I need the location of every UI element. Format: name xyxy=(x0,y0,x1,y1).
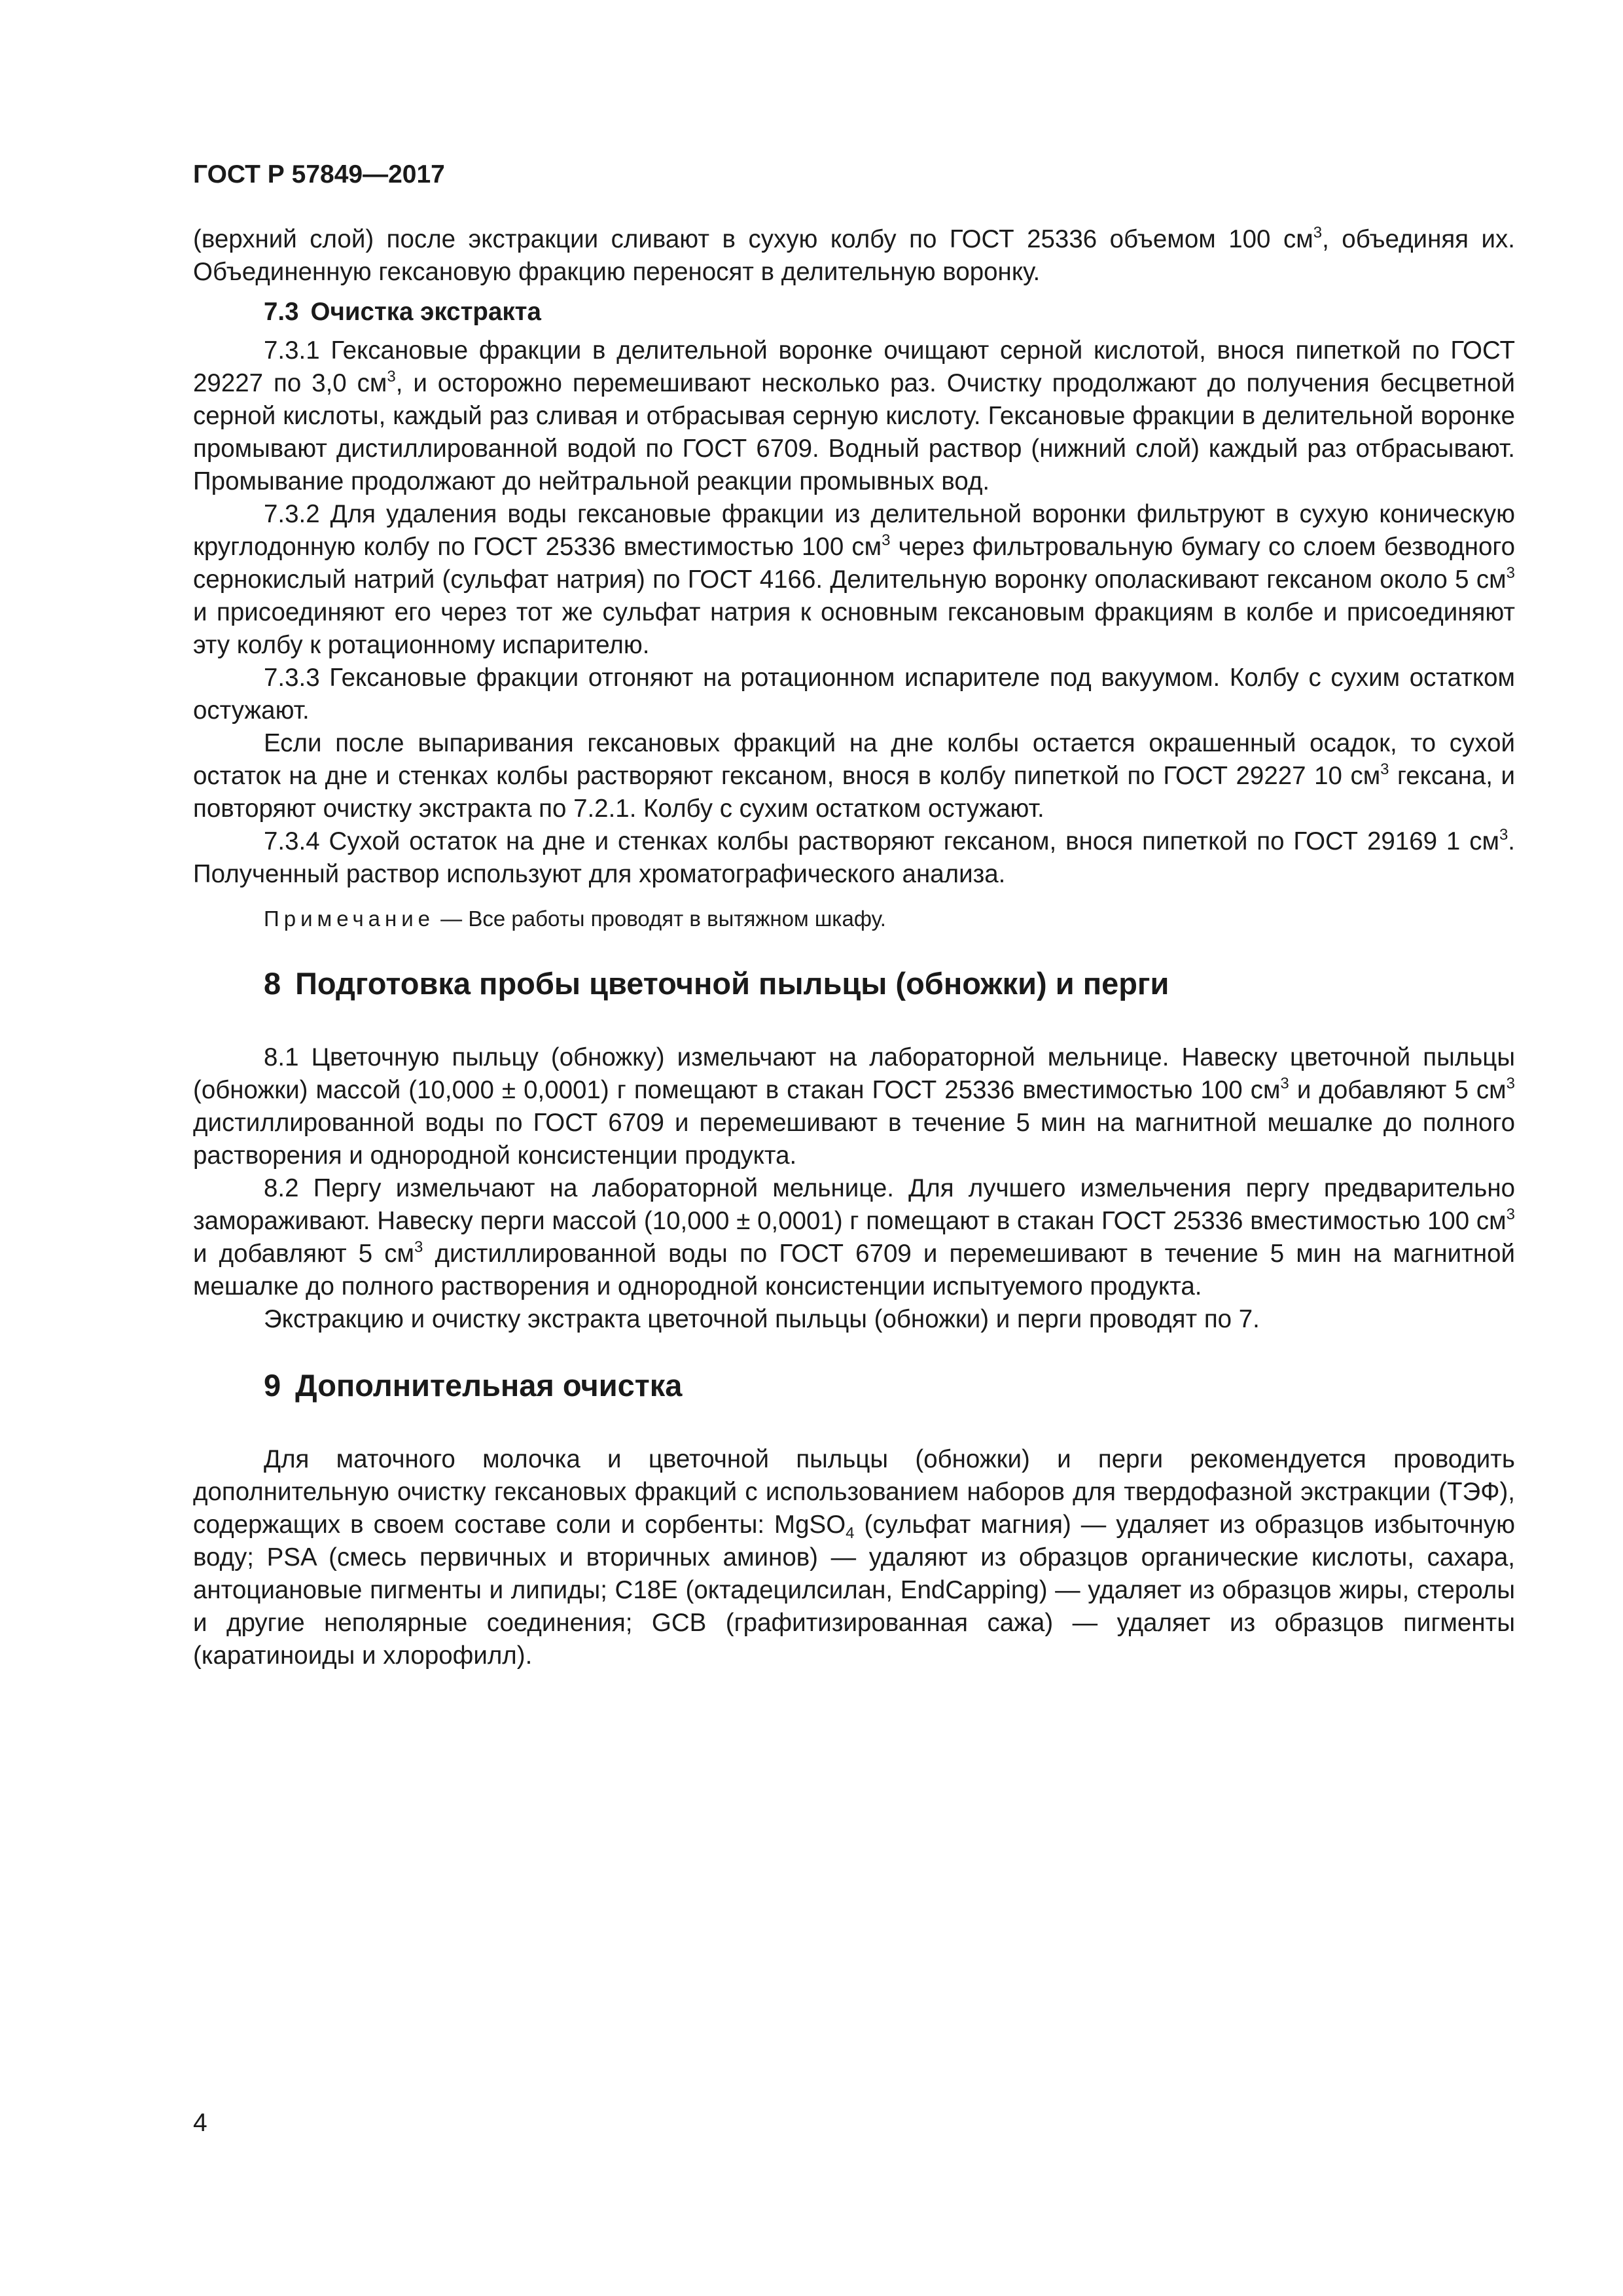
paragraph-7-3-3-extra: Если после выпаривания гексановых фракций на дне колбы остается окрашенный осадок, то сухой остаток на дне и стенках колбы растворяют гексаном, внося в колбу пипеткой по ГОСТ 29227 10 $см^3$ гексана, и повторяют очистку экстракта по 7.2.1. Колбу с сухим остатком остужают. xyxy=(193,729,1515,823)
document-page xyxy=(193,160,1515,1672)
document-id-header: ГОСТ Р 57849—2017 xyxy=(193,160,445,188)
page-number: 4 xyxy=(193,2109,207,2137)
paragraph-7-3-3: 7.3.3 Гексановые фракции отгоняют на ротационном испарителе под вакуумом. Колбу с сухим остатком остужают. xyxy=(193,664,1515,725)
note: Примечание — Все работы проводят в вытяжном шкафу. xyxy=(264,906,886,931)
paragraph-continuation: (верхний слой) после экстракции сливают в сухую колбу по ГОСТ 25336 объемом 100 $см^3$, объединяя их. Объединенную гексановую фракцию переносят в делительную воронку. xyxy=(193,224,1515,286)
paragraph-7-3-2: 7.3.2 Для удаления воды гексановые фракции из делительной воронки фильтруют в сухую коническую круглодонную колбу по ГОСТ 25336 вместимостью 100 $см^3$ через фильтровальную бумагу со слоем безводного сернокислый натрий (сульфат натрия) по ГОСТ 4166. Делительную воронку ополаскивают гексаном около 5 $см^3$ и присоединяют его через тот же сульфат натрия к основным гексановым фракциям в колбе и присоединяют эту колбу к ротационному испарителю. xyxy=(193,500,1515,659)
paragraph-8-3: Экстракцию и очистку экстракта цветочной пыльцы (обножки) и перги проводят по 7. xyxy=(264,1305,1260,1333)
note-label: Примечание xyxy=(264,906,435,931)
paragraph-7-3-1: 7.3.1 Гексановые фракции в делительной воронке очищают серной кислотой, внося пипеткой по ГОСТ 29227 по 3,0 $см^3$, и осторожно перемешивают несколько раз. Очистку продолжают до получения бесцветной серной кислоты, каждый раз сливая и отбрасывая серную кислоту. Гексановые фракции в делительной воронке промывают дистиллированной водой по ГОСТ 6709. Водный раствор (нижний слой) каждый раз отбрасывают. Промывание продолжают до нейтральной реакции промывных вод. xyxy=(193,336,1516,495)
section-heading-7-3: 7.3 Очистка экстракта xyxy=(264,298,541,326)
paragraph-8-1: 8.1 Цветочную пыльцу (обножку) измельчают на лабораторной мельнице. Навеску цветочной пыльцы (обножки) массой (10,000 ± 0,0001) г помещают в стакан ГОСТ 25336 вместимостью 100 $см^3$ и добавляют 5 $см^3$ дистиллированной воды по ГОСТ 6709 и перемешивают в течение 5 мин на магнитной мешалке до полного растворения и однородной консистенции продукта. xyxy=(193,1043,1515,1170)
paragraph-8-2: 8.2 Пергу измельчают на лабораторной мельнице. Для лучшего измельчения пергу предварительно замораживают. Навеску перги массой (10,000 ± 0,0001) г помещают в стакан ГОСТ 25336 вместимостью 100 $см^3$ и добавляют 5 $см^3$ дистиллированной воды по ГОСТ 6709 и перемешивают в течение 5 мин на магнитной мешалке до полного растворения и однородной консистенции испытуемого продукта. xyxy=(193,1174,1515,1300)
section-heading-8: 8 Подготовка пробы цветочной пыльцы (обножки) и перги xyxy=(264,966,1169,1001)
paragraph-7-3-4: 7.3.4 Сухой остаток на дне и стенках колбы растворяют гексаном, внося пипеткой по ГОСТ 29169 1 $см^3$. Полученный раствор используют для хроматографического анализа. xyxy=(193,826,1515,888)
paragraph-9: Для маточного молочка и цветочной пыльцы (обножки) и перги рекомендуется проводить дополнительную очистку гексановых фракций с использованием наборов для твердофазной экстракции (ТЭФ), содержащих в своем составе соли и сорбенты: MgSO$_4$ (сульфат магния) — удаляет из образцов избыточную воду; PSA (смесь первичных и вторичных аминов) — удаляют из образцов органические кислоты, сахара, антоциановые пигменты и липиды; C18E (октадецилсилан, EndCapping) — удаляет из образцов жиры, стеролы и другие неполярные соединения; GCB (графитизированная сажа) — удаляет из образцов пигменты (каратиноиды и хлорофилл). xyxy=(193,1445,1515,1670)
section-heading-9: 9 Дополнительная очистка xyxy=(264,1368,683,1403)
